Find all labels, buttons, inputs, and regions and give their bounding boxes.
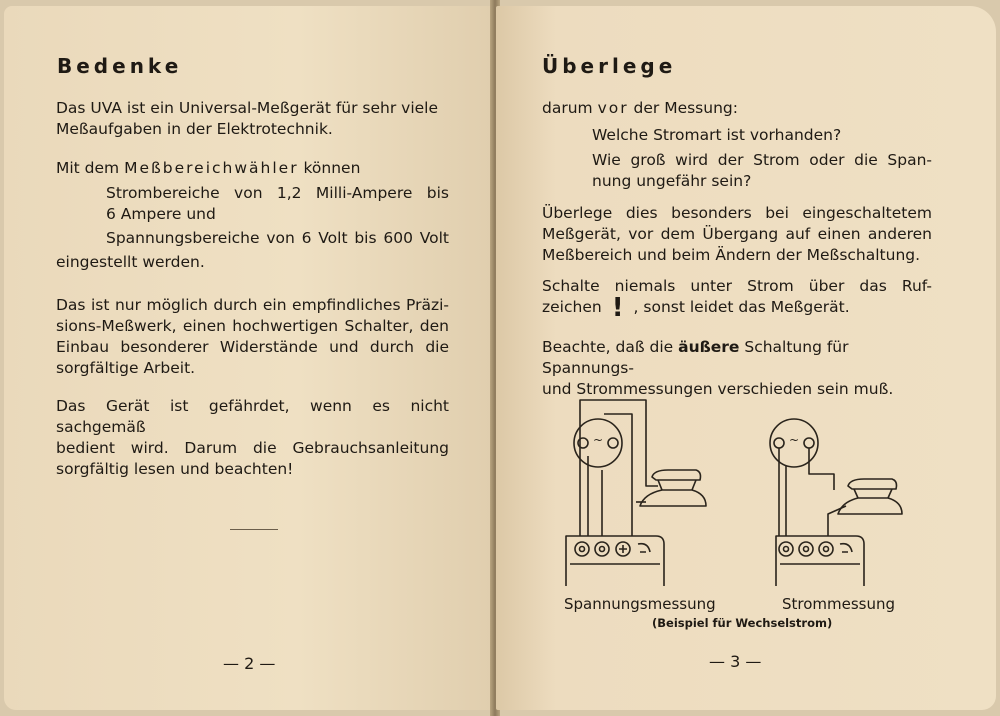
voltage-range: Spannungsbereiche von 6 Volt bis 600 Volt <box>106 229 449 247</box>
right-page-number: — 3 — <box>709 652 762 671</box>
label-example-ac: (Beispiel für Wechselstrom) <box>652 616 833 630</box>
intro-line-1: Das UVA ist ein Universal-Meßgerät für sehr viele <box>56 99 439 117</box>
voltage-meter-symbol: ~ <box>592 433 604 447</box>
intro-line-2: Meßaufgaben in der Elektrotechnik. <box>56 120 333 138</box>
left-page-number: — 2 — <box>223 654 276 673</box>
intro-paragraph <box>56 98 449 140</box>
measurement-lead: darum vor der Messung: <box>542 99 738 117</box>
circuit-diagrams <box>536 386 956 601</box>
voltage-instrument-box <box>566 536 664 586</box>
current-meter-symbol: ~ <box>788 433 800 447</box>
consider-paragraph: Überlege dies besonders bei eingeschaltetem Meßgerät, vor dem Übergang auf einen anderen Meßbereich und beim Ändern der Meßschaltung. <box>542 204 932 264</box>
section-divider <box>230 529 278 530</box>
right-page <box>496 6 996 710</box>
question-magnitude: Wie groß wird der Strom oder die Span- nung ungefähr sein? <box>592 151 932 190</box>
label-current-measurement: Strommessung <box>782 595 896 613</box>
voltage-circuit-diagram <box>566 400 706 586</box>
current-range: Strombereiche von 1,2 Milli-Ampere bis 6 Ampere und <box>106 184 449 223</box>
warning-paragraph: Das Gerät ist gefährdet, wenn es nicht sachgemäß bedient wird. Darum die Gebrauchsanleitung sorgfältig lesen und beachten! <box>56 397 449 478</box>
precision-paragraph: Das ist nur möglich durch ein empfindliches Präzi- sions-Meßwerk, einen hochwertigen Schalter, den Einbau besonderer Widerstände und durch die sorgfältige Arbeit. <box>56 296 449 377</box>
range-lead: Mit dem Meßbereichwähler können <box>56 159 361 177</box>
exclamation-symbol: ! <box>611 293 624 323</box>
switch-warning: Schalte niemals unter Strom über das Ruf- zeichen ! , sonst leidet das Meßgerät. <box>542 277 932 323</box>
range-selector-term: Meßbereichwähler <box>124 159 299 177</box>
label-voltage-measurement: Spannungsmessung <box>564 595 716 613</box>
range-end: eingestellt werden. <box>56 253 205 271</box>
right-heading: Überlege <box>542 54 677 78</box>
left-page <box>4 6 494 710</box>
question-current-type: Welche Stromart ist vorhanden? <box>592 126 842 144</box>
iron-icon-current <box>838 479 902 514</box>
left-heading: Bedenke <box>57 54 183 78</box>
circuit-note: Beachte, daß die äußere Schaltung für Spannungs- und Strommessungen verschieden sein muß. <box>542 338 894 398</box>
